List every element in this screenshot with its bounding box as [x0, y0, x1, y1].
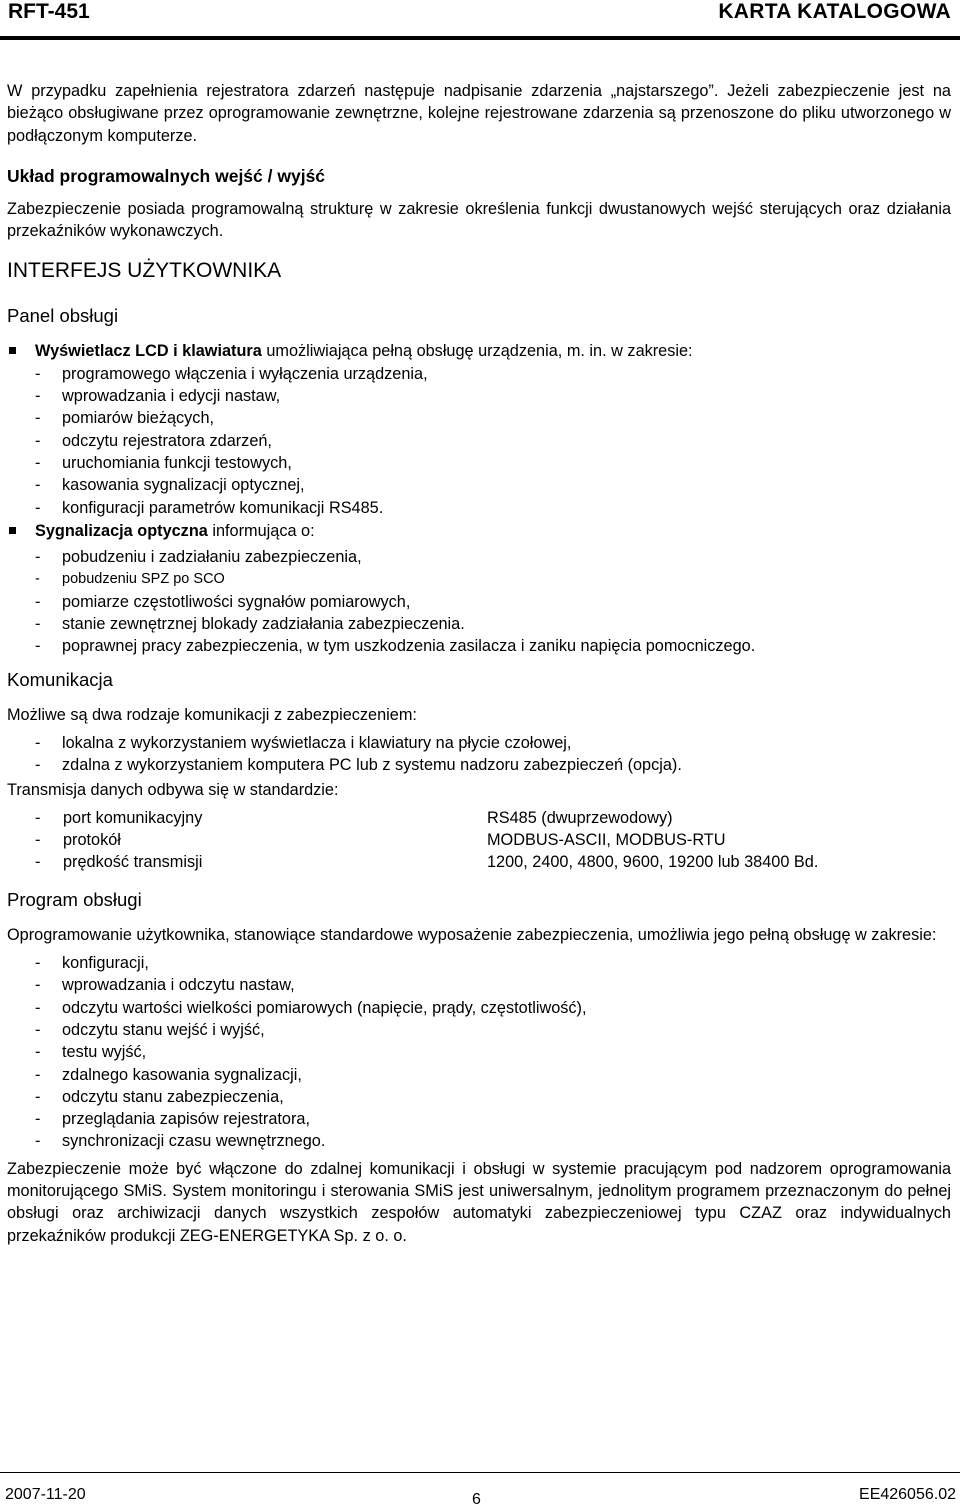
list-item: - wprowadzania i odczytu nastaw, [7, 974, 951, 996]
panel-title: Panel obsługi [7, 305, 119, 327]
table-row: - port komunikacyjny RS485 (dwuprzewodowy) [7, 807, 818, 829]
list-item: - testu wyjść, [7, 1041, 951, 1063]
ui-heading: INTERFEJS UŻYTKOWNIKA [7, 259, 282, 283]
list-item: - odczytu stanu wejść i wyjść, [7, 1019, 951, 1041]
table-cell-key: prędkość transmisji [63, 853, 203, 872]
transmission-table [7, 807, 818, 874]
list-item: - odczytu rejestratora zdarzeń, [7, 430, 951, 452]
list-item: - konfiguracji, [7, 952, 951, 974]
list-item: - pomiarze częstotliwości sygnałów pomiarowych, [7, 591, 951, 613]
list-item: - przeglądania zapisów rejestratora, [7, 1108, 951, 1130]
square-bullet-icon [9, 527, 16, 534]
lcd-function-list [7, 363, 951, 519]
list-item: - zdalnego kasowania sygnalizacji, [7, 1064, 951, 1086]
header-rule [0, 36, 960, 40]
table-row: - protokół MODBUS-ASCII, MODBUS-RTU [7, 829, 818, 851]
list-item: - pobudzeniu SPZ po SCO [7, 568, 951, 590]
document-type: KARTA KATALOGOWA [718, 0, 951, 23]
comm-intro: Możliwe są dwa rodzaje komunikacji z zabezpieczeniem: [7, 705, 417, 724]
page-number: 6 [472, 1491, 481, 1508]
signal-rest-text: informująca o: [207, 521, 315, 540]
product-code: RFT-451 [8, 0, 90, 23]
list-item: - pobudzeniu i zadziałaniu zabezpieczenia, [7, 546, 951, 568]
program-closing: Zabezpieczenie może być włączone do zdalnej komunikacji i obsługi w systemie pracującym pod nadzorem oprogramowania monitorującego SMiS. System monitoringu i sterowania SMiS jest uniwersalnym, jednolitym programem przeznaczonym do pełnej obsługi oraz archiwizacji danych wszystkich zespołów automatyki zabezpieczeniowej typu CZAZ oraz indywidualnych przekaźników produkcji ZEG-ENERGETYKA Sp. z o. o. [7, 1159, 951, 1245]
list-item: - programowego włączenia i wyłączenia urządzenia, [7, 363, 951, 385]
intro-paragraph: W przypadku zapełnienia rejestratora zdarzeń następuje nadpisanie zdarzenia „najstarszego”. Jeżeli zabezpieczenie jest na bieżąco obsługiwane przez oprogramowanie zewnętrzne, kolejne rejestrowane zdarzenia są przenoszone do pliku utworzonego w podłączonym komputerze. [7, 82, 951, 145]
list-item: - kasowania sygnalizacji optycznej, [7, 474, 951, 496]
list-item: - zdalna z wykorzystaniem komputera PC lub z systemu nadzoru zabezpieczeń (opcja). [7, 754, 951, 776]
io-section-title: Układ programowalnych wejść / wyjść [7, 165, 326, 186]
list-item: - synchronizacji czasu wewnętrznego. [7, 1130, 951, 1152]
program-intro: Oprogramowanie użytkownika, stanowiące standardowe wyposażenie zabezpieczenia, umożliwia jego pełną obsługę w zakresie: [7, 925, 937, 944]
lcd-bold-label: Wyświetlacz LCD i klawiatura [35, 342, 262, 361]
signal-bold-label: Sygnalizacja optyczna [35, 521, 208, 540]
comm-list [7, 732, 951, 777]
table-cell-key: port komunikacyjny [63, 808, 203, 827]
list-item: - konfiguracji parametrów komunikacji RS485. [7, 497, 951, 519]
table-row: - prędkość transmisji 1200, 2400, 4800, 9600, 19200 lub 38400 Bd. [7, 851, 818, 873]
list-item: - lokalna z wykorzystaniem wyświetlacza i klawiatury na płycie czołowej, [7, 732, 951, 754]
list-item: - pomiarów bieżących, [7, 407, 951, 429]
program-list [7, 952, 951, 1153]
lcd-rest-text: umożliwiająca pełną obsługę urządzenia, m. in. w zakresie: [261, 342, 693, 361]
square-bullet-icon [9, 347, 16, 354]
list-item: - odczytu stanu zabezpieczenia, [7, 1086, 951, 1108]
list-item: - uruchomiania funkcji testowych, [7, 452, 951, 474]
list-item: - wprowadzania i edycji nastaw, [7, 385, 951, 407]
list-item: - odczytu wartości wielkości pomiarowych (napięcie, prądy, częstotliwość), [7, 997, 951, 1019]
comm-standard-intro: Transmisja danych odbywa się w standardzie: [7, 780, 339, 799]
table-cell-value: 1200, 2400, 4800, 9600, 19200 lub 38400 Bd. [487, 853, 819, 872]
page-content [7, 80, 951, 1247]
table-cell-value: RS485 (dwuprzewodowy) [487, 808, 673, 827]
page-footer [0, 1472, 960, 1509]
list-item: - poprawnej pracy zabezpieczenia, w tym uszkodzenia zasilacza i zaniku napięcia pomocniczego. [7, 635, 951, 657]
document-code: EE426056.02 [859, 1486, 956, 1503]
table-cell-value: MODBUS-ASCII, MODBUS-RTU [487, 831, 726, 850]
program-title: Program obsługi [7, 888, 142, 910]
comm-title: Komunikacja [7, 668, 113, 690]
footer-date: 2007-11-20 [5, 1486, 86, 1503]
footer-rule [0, 1472, 960, 1473]
table-cell-key: protokół [63, 831, 121, 850]
io-section-text: Zabezpieczenie posiada programowalną strukturę w zakresie określenia funkcji dwustanowych wejść sterujących oraz działania przekaźników wykonawczych. [7, 199, 951, 241]
signal-list [7, 546, 951, 657]
signal-bullet [7, 520, 951, 542]
page-header [0, 0, 960, 42]
lcd-bullet [7, 340, 951, 362]
list-item: - stanie zewnętrznej blokady zadziałania zabezpieczenia. [7, 613, 951, 635]
